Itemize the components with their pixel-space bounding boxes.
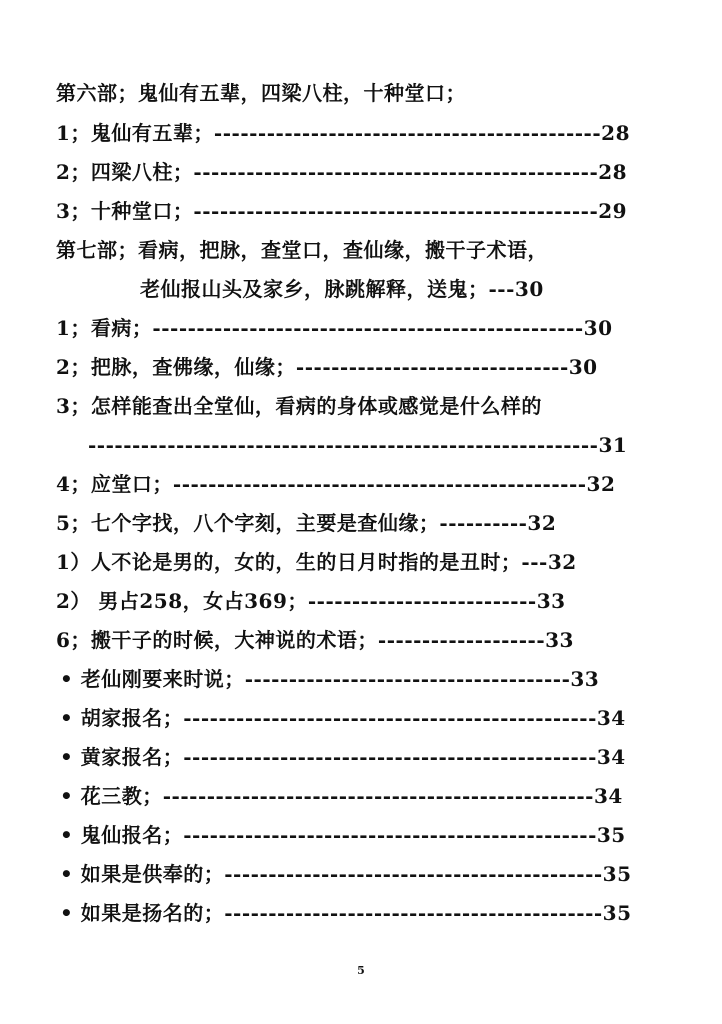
toc-bullet-entry: • 胡家报名；-----------------------------------------------34 xyxy=(60,706,626,730)
toc-bullet-entry: • 黄家报名；-----------------------------------------------34 xyxy=(60,745,626,769)
page-number: 5 xyxy=(357,964,365,977)
toc-part-seven-heading-continued: 老仙报山头及家乡，脉跳解释，送鬼；---30 xyxy=(140,277,544,301)
toc-bullet-entry: • 花三教；-------------------------------------------------34 xyxy=(60,784,623,808)
toc-entry: 2；四梁八柱；----------------------------------------------28 xyxy=(56,160,628,184)
toc-entry: 3；十种堂口；----------------------------------------------29 xyxy=(56,199,628,223)
toc-entry: 1；鬼仙有五辈；--------------------------------------------28 xyxy=(56,121,630,145)
toc-bullet-entry: • 如果是供奉的；-------------------------------------------35 xyxy=(60,862,632,886)
toc-subentry: 1）人不论是男的，女的，生的日月时指的是丑时；---32 xyxy=(56,550,577,574)
toc-entry: 4；应堂口；-----------------------------------------------32 xyxy=(56,472,616,496)
toc-part-seven-heading: 第七部；看病，把脉，查堂口，查仙缘，搬干子术语， xyxy=(56,238,548,262)
toc-entry: 1；看病；-------------------------------------------------30 xyxy=(56,316,613,340)
toc-entry: 3；怎样能查出全堂仙，看病的身体或感觉是什么样的 xyxy=(56,394,542,418)
toc-part-six-heading: 第六部；鬼仙有五辈，四梁八柱，十种堂口； xyxy=(56,81,466,105)
toc-entry-continued: ----------------------------------------------------------31 xyxy=(88,433,628,457)
toc-bullet-entry: • 如果是扬名的；-------------------------------------------35 xyxy=(60,901,632,925)
toc-subentry: 2） 男占258，女占369；--------------------------33 xyxy=(56,589,566,613)
toc-bullet-entry: • 老仙刚要来时说；-------------------------------------33 xyxy=(60,667,600,691)
toc-entry: 5；七个字找，八个字刻，主要是查仙缘；----------32 xyxy=(56,511,557,535)
toc-bullet-entry: • 鬼仙报名；-----------------------------------------------35 xyxy=(60,823,626,847)
toc-entry: 2；把脉，查佛缘，仙缘；-------------------------------30 xyxy=(56,355,598,379)
toc-entry: 6；搬干子的时候，大神说的术语；-------------------33 xyxy=(56,628,574,652)
